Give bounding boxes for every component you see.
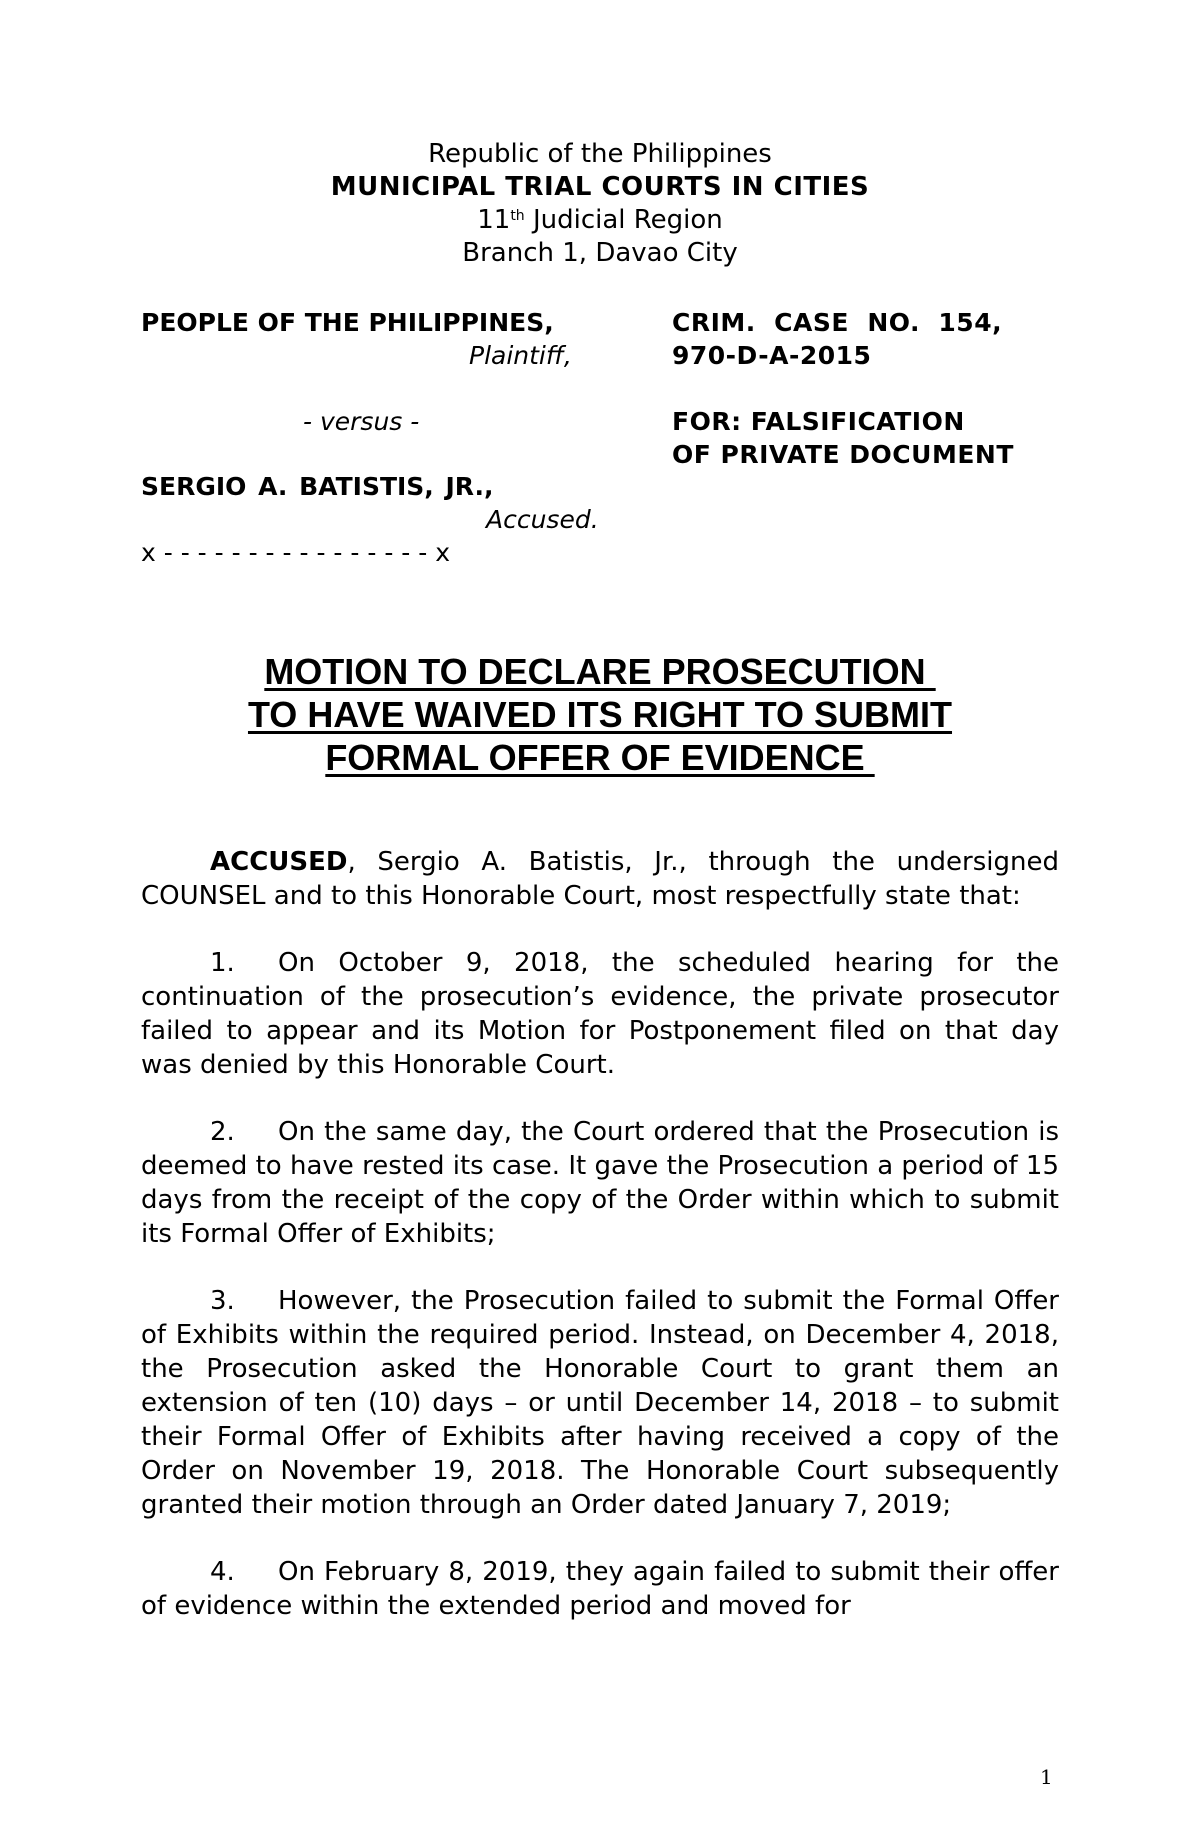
- court-header: [0, 138, 1200, 270]
- paragraph-text: On October 9, 2018, the scheduled hearing for the continuation of the prosecution’s evidence, the private prosecutor failed to appear and its Motion for Postponement filed on that day was denied by this Honorable Court.: [141, 948, 1059, 1080]
- case-caption-details: [672, 306, 1052, 471]
- numbered-paragraph: [141, 1115, 1059, 1251]
- title-line1: MOTION TO DECLARE PROSECUTION: [264, 651, 936, 692]
- offense-line2: OF PRIVATE DOCUMENT: [672, 440, 1014, 469]
- caption-separator: x - - - - - - - - - - - - - - - - x: [141, 538, 451, 567]
- title-line3: FORMAL OFFER OF EVIDENCE: [325, 737, 875, 778]
- republic-line: Republic of the Philippines: [428, 139, 772, 169]
- page-number: 1: [1040, 1765, 1053, 1789]
- paragraph-text: On the same day, the Court ordered that the Prosecution is deemed to have rested its case. It gave the Prosecution a period of 15 days from the receipt of the copy of the Order within which to submit its Formal Offer of Exhibits;: [141, 1117, 1059, 1249]
- judicial-region-line: 11th Judicial Region: [477, 205, 723, 235]
- motion-body: [141, 845, 1059, 1656]
- numbered-paragraph: [141, 946, 1059, 1082]
- paragraph-number: 1.: [210, 948, 235, 978]
- court-name: MUNICIPAL TRIAL COURTS IN CITIES: [330, 172, 870, 202]
- numbered-paragraph: [141, 1284, 1059, 1522]
- plaintiff-name: PEOPLE OF THE PHILIPPINES,: [141, 308, 554, 337]
- paragraph-number: 3.: [210, 1286, 235, 1316]
- case-caption-parties: [141, 306, 599, 569]
- paragraph-number: 4.: [210, 1557, 235, 1587]
- motion-title: [0, 650, 1200, 779]
- paragraph-text: On February 8, 2019, they again failed to submit their offer of evidence within the extended period and moved for: [141, 1557, 1059, 1621]
- numbered-paragraph: [141, 1555, 1059, 1623]
- intro-text: , Sergio A. Batistis, Jr., through the undersigned COUNSEL and to this Honorable Court, most respectfully state that:: [141, 847, 1059, 911]
- case-number-line2: 970-D-A-2015: [672, 341, 872, 370]
- intro-lead: ACCUSED: [210, 847, 348, 877]
- versus-line: - versus -: [303, 407, 420, 436]
- intro-paragraph: [141, 845, 1059, 913]
- plaintiff-role: Plaintiff,: [469, 341, 572, 370]
- offense-line1: FOR: FALSIFICATION: [672, 407, 965, 436]
- title-line2: TO HAVE WAIVED ITS RIGHT TO SUBMIT: [247, 694, 953, 735]
- branch-line: Branch 1, Davao City: [462, 238, 738, 268]
- paragraph-number: 2.: [210, 1117, 235, 1147]
- accused-name: SERGIO A. BATISTIS, JR.,: [141, 472, 494, 501]
- case-number-line1: CRIM. CASE NO. 154,: [672, 308, 1003, 337]
- accused-role: Accused.: [486, 505, 599, 534]
- paragraph-text: However, the Prosecution failed to submit the Formal Offer of Exhibits within the required period. Instead, on December 4, 2018, the Prosecution asked the Honorable Court to grant them an extension of ten (10) days – or until December 14, 2018 – to submit their Formal Offer of Exhibits after having received a copy of the Order on November 19, 2018. The Honorable Court subsequently granted their motion through an Order dated January 7, 2019;: [141, 1286, 1059, 1520]
